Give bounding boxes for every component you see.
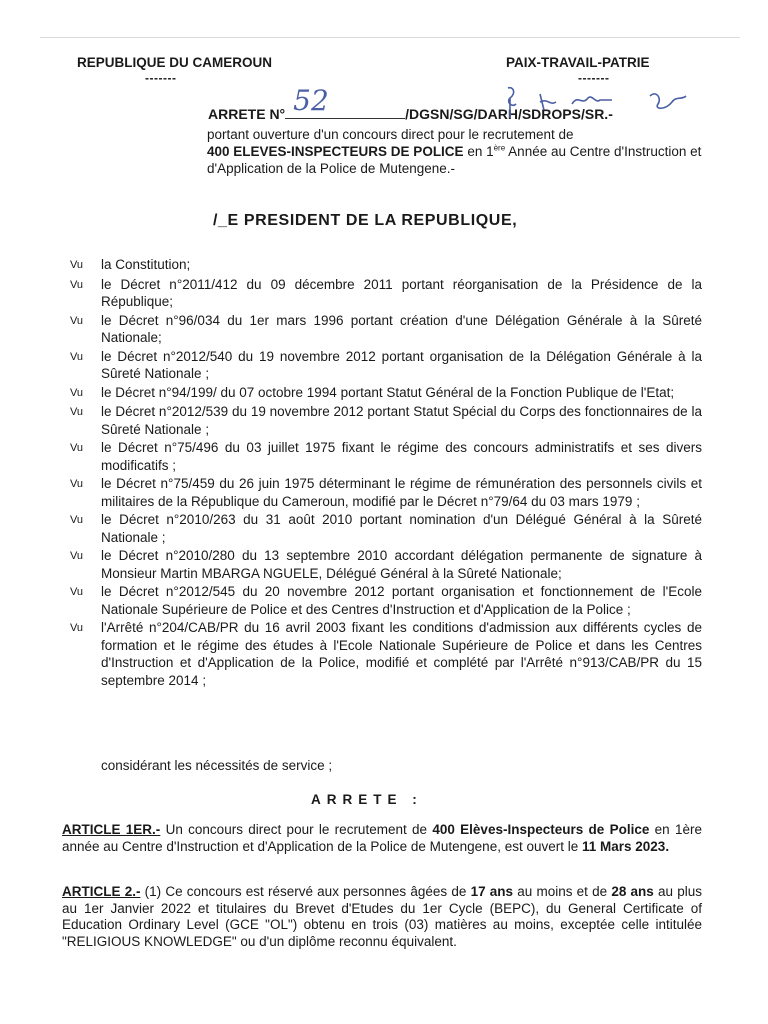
article-1-title: ARTICLE 1ER.- <box>62 822 161 837</box>
arrete-heading: ARRETE : <box>311 792 423 807</box>
motto-header: PAIX-TRAVAIL-PATRIE <box>506 55 650 70</box>
vu-marker: Vu <box>70 442 84 454</box>
article-2-title: ARTICLE 2.- <box>62 884 141 899</box>
vu-text: le Décret n°94/199/ du 07 octobre 1994 portant Statut Général de la Fonction Publique de l'Etat; <box>101 384 675 400</box>
article-1-date: 11 Mars 2023. <box>582 838 670 854</box>
arrete-label: ARRETE N° <box>208 106 286 122</box>
decree-reference: /DGSN/SG/DARH/SDROPS/SR.- <box>405 106 613 122</box>
vu-text: l'Arrêté n°204/CAB/PR du 16 avril 2003 fixant les conditions d'admission aux différents cycles de formation et le régime des études à l'Ecole Nationale Supérieure de Police et dans les Centres d'Instruction et d'Application de la Police, modifié et complété par l'Arrêté n°913/CAB/PR du 15 septembre 2014 ; <box>101 620 702 688</box>
article-1-text: Un concours direct pour le recrutement de <box>160 822 433 837</box>
decree-title <box>207 126 727 177</box>
vu-text: le Décret n°75/496 du 03 juillet 1975 fixant le régime des concours administratifs et ses divers modificatifs ; <box>101 440 702 473</box>
article-2-max-age: 28 ans <box>611 884 654 899</box>
vu-list <box>70 256 702 690</box>
vu-text: le Décret n°2010/280 du 13 septembre 2010 accordant délégation permanente de signature à Monsieur Martin MBARGA NGUELE, Délégué Général à la Sûreté Nationale; <box>101 548 702 581</box>
handwritten-initials-signature <box>500 84 700 124</box>
vu-marker: Vu <box>70 350 84 363</box>
number-blank <box>285 84 405 119</box>
vu-marker: Vu <box>70 622 84 634</box>
vu-marker: Vu <box>70 586 84 598</box>
decree-title-line1: portant ouverture d'un concours direct pour le recrutement de <box>207 127 574 142</box>
decree-title-text: en 1 <box>463 144 494 159</box>
vu-marker: Vu <box>70 386 84 399</box>
vu-item <box>70 547 702 582</box>
vu-marker: Vu <box>70 550 84 562</box>
vu-item <box>70 403 702 438</box>
country-dashes: ------- <box>145 71 177 85</box>
handwritten-number: 52 <box>293 84 329 117</box>
article-1-text-2: en 1ère année au Centre d'Instruction et d'Application de la Police de Mutengene, est ouvert le <box>62 822 702 854</box>
article-2-text-3: au plus au 1er Janvier 2022 et titulaires du Brevet d'Etudes du 1er Cycle (BEPC), du General Certificate of Education Ordinary Level (GCE "OL") obtenu en trois (03) matières au moins, exceptée celle intitulée "RELIGIOUS KNOWLEDGE" ou d'un diplôme reconnu équivalent. <box>62 884 702 949</box>
vu-text: le Décret n°2012/539 du 19 novembre 2012 portant Statut Spécial du Corps des fonctionnaires de la Sûreté Nationale ; <box>101 404 702 437</box>
vu-item <box>70 276 702 311</box>
vu-item <box>70 348 702 383</box>
vu-text: le Décret n°2012/540 du 19 novembre 2012 portant organisation de la Délégation Générale à la Sûreté Nationale ; <box>101 348 702 381</box>
decree-title-sup: ère <box>493 143 506 153</box>
motto-dashes: ------- <box>578 71 610 85</box>
vu-text: le Décret n°96/034 du 1er mars 1996 portant création d'une Délégation Générale à la Sûreté Nationale; <box>101 312 702 345</box>
vu-item <box>70 583 702 618</box>
vu-text: le Décret n°75/459 du 26 juin 1975 déterminant le régime de rémunération des personnels civils et militaires de la République du Cameroun, modifié par le Décret n°79/64 du 03 mars 1979 ; <box>101 476 702 509</box>
vu-item <box>70 384 702 403</box>
decree-title-bold: 400 ELEVES-INSPECTEURS DE POLICE <box>207 144 464 159</box>
vu-item <box>70 312 702 347</box>
vu-item <box>70 475 702 510</box>
article-2-text: (1) Ce concours est réservé aux personnes âgées de <box>140 884 471 899</box>
country-header: REPUBLIQUE DU CAMEROUN <box>77 55 273 70</box>
article-2 <box>62 884 702 950</box>
article-1-bold: 400 Elèves-Inspecteurs de Police <box>432 822 650 837</box>
vu-marker: Vu <box>70 278 84 291</box>
vu-marker: Vu <box>70 259 84 271</box>
vu-item <box>70 511 702 546</box>
vu-marker: Vu <box>70 514 84 526</box>
vu-marker: Vu <box>70 314 84 327</box>
vu-marker: Vu <box>70 406 84 418</box>
considerant-text: considérant les nécessités de service ; <box>101 758 333 773</box>
vu-text: le Décret n°2011/412 du 09 décembre 2011 portant réorganisation de la Présidence de la République; <box>101 276 702 309</box>
vu-marker: Vu <box>70 478 84 490</box>
president-heading: /_E PRESIDENT DE LA REPUBLIQUE, <box>213 212 518 229</box>
vu-item <box>70 619 702 689</box>
article-2-text-2: au moins et de <box>513 884 612 899</box>
vu-text: le Décret n°2010/263 du 31 août 2010 portant nomination d'un Délégué Général à la Sûreté Nationale ; <box>101 512 702 545</box>
article-2-min-age: 17 ans <box>470 884 514 899</box>
vu-item <box>70 256 702 275</box>
vu-text: le Décret n°2012/545 du 20 novembre 2012 portant organisation et fonctionnement de l'Ecole Nationale Supérieure de Police et des Centres d'Instruction et d'Application de la Police ; <box>101 584 702 617</box>
vu-item <box>70 439 702 474</box>
page-top-rule <box>40 37 740 38</box>
article-1 <box>62 822 702 855</box>
decree-title-text-end: Année au Centre d'Instruction et d'Application de la Police de Mutengene.- <box>207 144 702 176</box>
vu-text: la Constitution; <box>101 257 191 272</box>
